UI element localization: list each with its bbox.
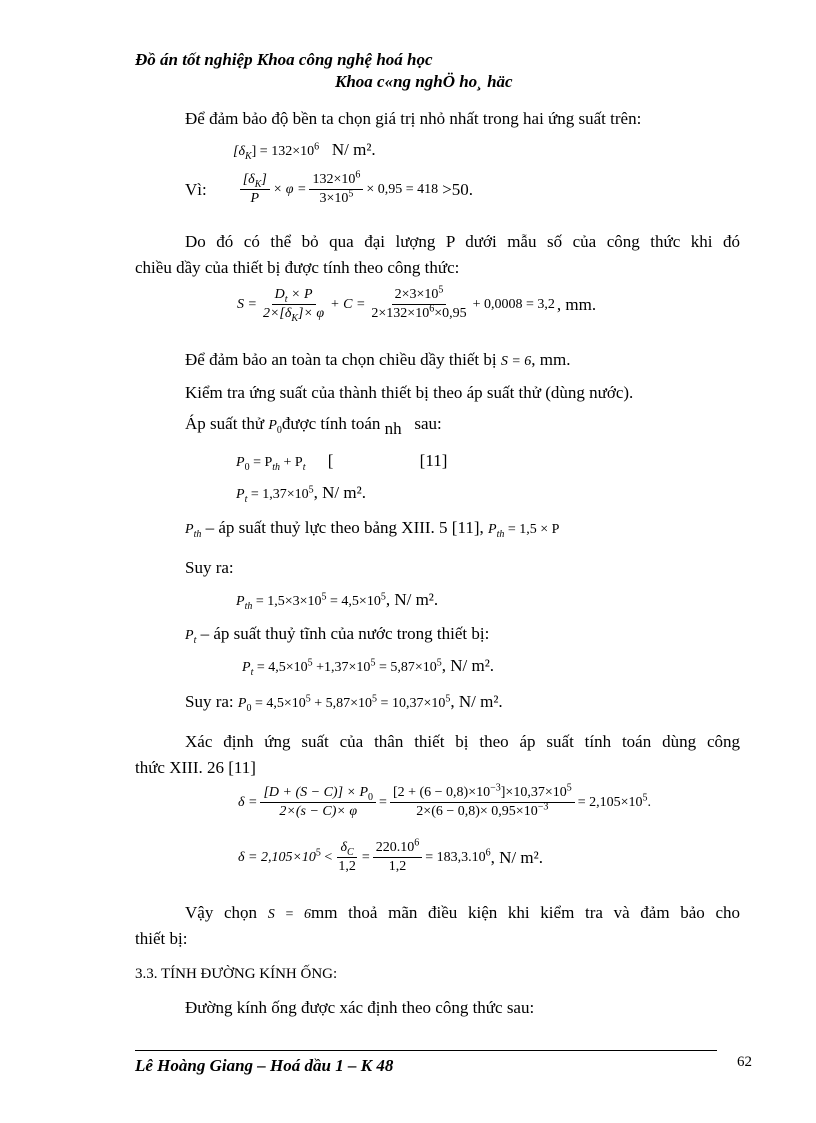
equation-static-pressure: $P_t = 1,37\times 10^5$, N/ m². [236, 483, 366, 505]
equation-stress-body: δ = $\frac{[D + (S - C)] \times P_0}{2\times(s - C)\times \varphi}$ = $\frac{[2 + (6 - 0,8)\times 10^{-3}]\times 10,37\times 10^5}{2\times(6 - 0,8)\times 0,95\times 10^{-3}}$ = $2,105\times 10^5$. [238, 782, 652, 819]
equation-test-pressure-calc: Suy ra: $P_0 = 4,5\times 10^5 + 5,87\times 10^5 = 10,37\times 10^5$, N/ m². [185, 692, 503, 714]
equation-stress-check: $\delta = 2,105\times 10^5$ < $\frac{\delta_C}{1,2}$ = $\frac{220.10^6}{1,2}$ = $183,3.10^6$ , N/ m². [238, 837, 543, 874]
equation-hydraulic-calc: $P_{th} = 1,5\times 3\times 10^5 = 4,5\times 10^5$, N/ m². [236, 590, 439, 612]
header-title: Đồ án tốt nghiệp Khoa công nghệ hoá học [135, 50, 433, 69]
equation-check: Vì: $\frac{[\delta_K]}{P}$ × φ = $\frac{132\times 10^6}{3\times 10^5}$ × 0,95 = 418 >50. [185, 169, 474, 206]
definition-hydraulic-pressure: $P_{th}$ – áp suất thuỷ lực theo bảng XIII. 5 [11], $P_{th} = 1,5 \times P$ [185, 518, 560, 540]
footer-author: Lê Hoàng Giang – Hoá dầu 1 – K 48 [135, 1056, 394, 1075]
paragraph-6-line-2: thức XIII. 26 [11] [135, 758, 256, 777]
equation-thickness: S = $\frac{D_t \times P}{2\times[\delta_K]\times \varphi}$ + C = $\frac{2\times 3\times 10^5}{2\times 132\times 10^6\times 0,95}$ + 0,0008 = 3,2 , mm. [237, 284, 597, 324]
paragraph-5: Áp suất thử $P_0được$ tính toán nh sau: [185, 414, 442, 438]
footer-divider [135, 1050, 717, 1051]
section-heading: 3.3. TÍNH ĐƯỜNG KÍNH ỐNG: [135, 966, 338, 982]
paragraph-8: Đường kính ống được xác định theo công thức sau: [185, 998, 535, 1017]
equation-static-calc: $P_t = 4,5\times 10^5 +1,37\times 10^5 = 5,87\times 10^5$, N/ m². [242, 656, 495, 678]
definition-static-pressure: $P_t$ – áp suất thuỷ tĩnh của nước trong thiết bị: [185, 624, 490, 646]
paragraph-4: Kiểm tra ứng suất của thành thiết bị theo áp suất thử (dùng nước). [185, 383, 634, 402]
paragraph-2-line-1: Do đó có thể bỏ qua đại lượng P dưới mẫu số của công thức khi đó [185, 232, 740, 251]
paragraph-2-line-2: chiều dầy của thiết bị được tính theo công thức: [135, 258, 460, 277]
paragraph-6-line-1: Xác định ứng suất của thân thiết bị theo áp suất tính toán dùng công [185, 732, 740, 751]
header-subtitle: Khoa c«ng nghÖ ho¸ häc [335, 72, 513, 91]
paragraph-1: Để đảm bảo độ bền ta chọn giá trị nhỏ nhất trong hai ứng suất trên: [185, 109, 642, 128]
equation-stress-limit: $[\delta_K] = 132\times 10^6$ N/ m². [233, 140, 376, 162]
paragraph-3: Để đảm bảo an toàn ta chọn chiều dầy thiết bị S = 6, mm. [185, 350, 571, 369]
paragraph-7-line-1: Vậy chọn S = 6mm thoả mãn điều kiện khi kiểm tra và đảm bảo cho [185, 903, 741, 922]
page-number: 62 [737, 1054, 752, 1070]
paragraph-7-line-2: thiết bị: [135, 929, 188, 948]
suy-ra-label-1: Suy ra: [185, 558, 234, 577]
equation-test-pressure: $P_0 = P_{th} + P_t$ [ [11] [236, 451, 448, 473]
